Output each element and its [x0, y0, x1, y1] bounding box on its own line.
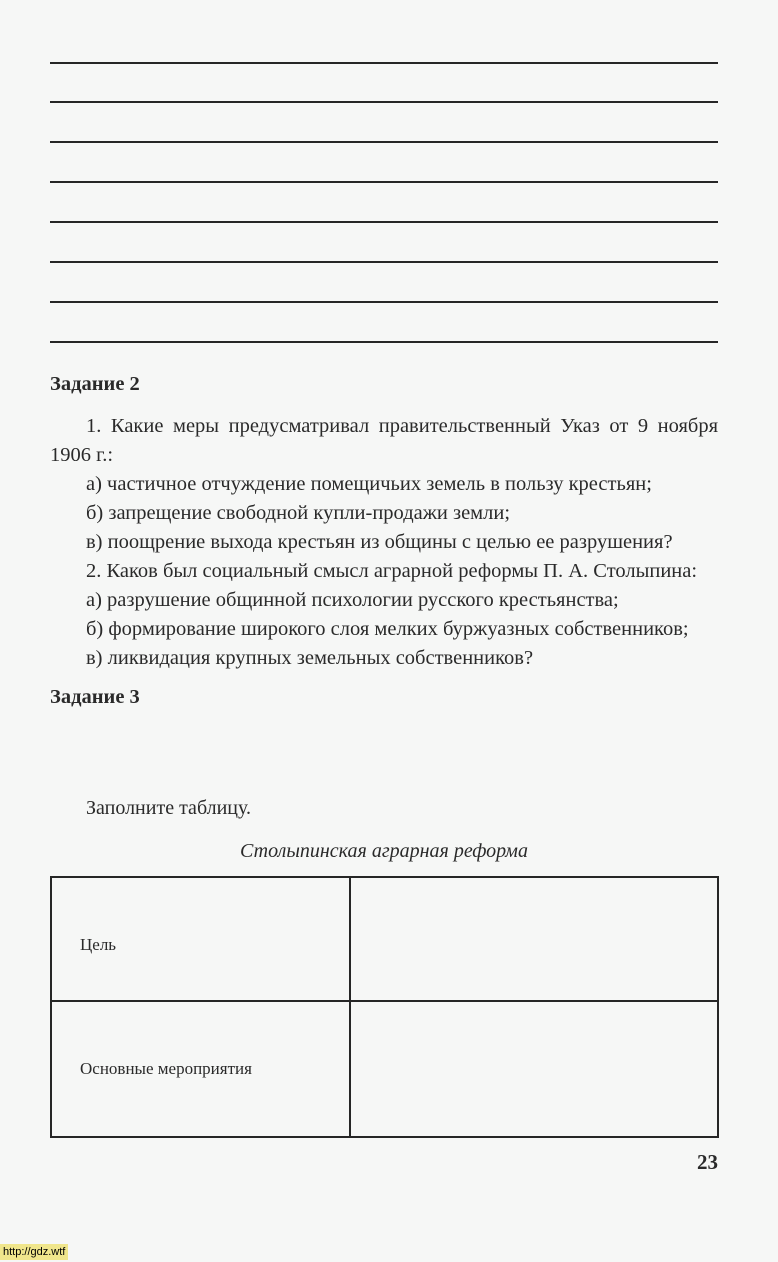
task-2-heading: Задание 2 [50, 373, 140, 395]
answer-line [50, 101, 718, 103]
task-2 [50, 370, 718, 712]
page-number: 23 [697, 1150, 718, 1174]
q1-option-a: а) частичное отчуждение помещичьих земель в пользу крестьян; [86, 473, 652, 495]
table-caption: Столыпинская аграрная реформа [240, 840, 528, 862]
row-label-goal: Цель [51, 877, 350, 1001]
cell-measures[interactable] [350, 1001, 718, 1137]
table-row [51, 877, 718, 1001]
answer-line [50, 181, 718, 183]
q2-option-b: б) формирование широкого слоя мелких буржуазных собственников; [86, 618, 689, 640]
q1-option-b: б) запрещение свободной купли-продажи земли; [86, 502, 511, 524]
q2-option-a: а) разрушение общинной психологии русского крестьянства; [86, 589, 619, 611]
answer-line [50, 261, 718, 263]
question-2: 2. Каков был социальный смысл аграрной реформы П. А. Столыпина: [86, 560, 698, 582]
question-1: 1. Какие меры предусматривал правительственный Указ от 9 ноября 1906 г.: [50, 415, 718, 466]
row-label-measures: Основные мероприятия [51, 1001, 350, 1137]
watermark-link[interactable]: http://gdz.wtf [0, 1244, 68, 1260]
answer-line [50, 341, 718, 343]
cell-goal[interactable] [350, 877, 718, 1001]
answer-line [50, 221, 718, 223]
table-row [51, 1001, 718, 1137]
reform-table [50, 876, 719, 1138]
task-3-heading: Задание 3 [50, 686, 140, 708]
answer-line [50, 301, 718, 303]
answer-line [50, 141, 718, 143]
task-3-instruction: Заполните таблицу. [86, 797, 251, 819]
answer-line [50, 62, 718, 64]
q2-option-c: в) ликвидация крупных земельных собственников? [86, 647, 534, 669]
q1-option-c: в) поощрение выхода крестьян из общины с целью ее разрушения? [86, 531, 673, 553]
